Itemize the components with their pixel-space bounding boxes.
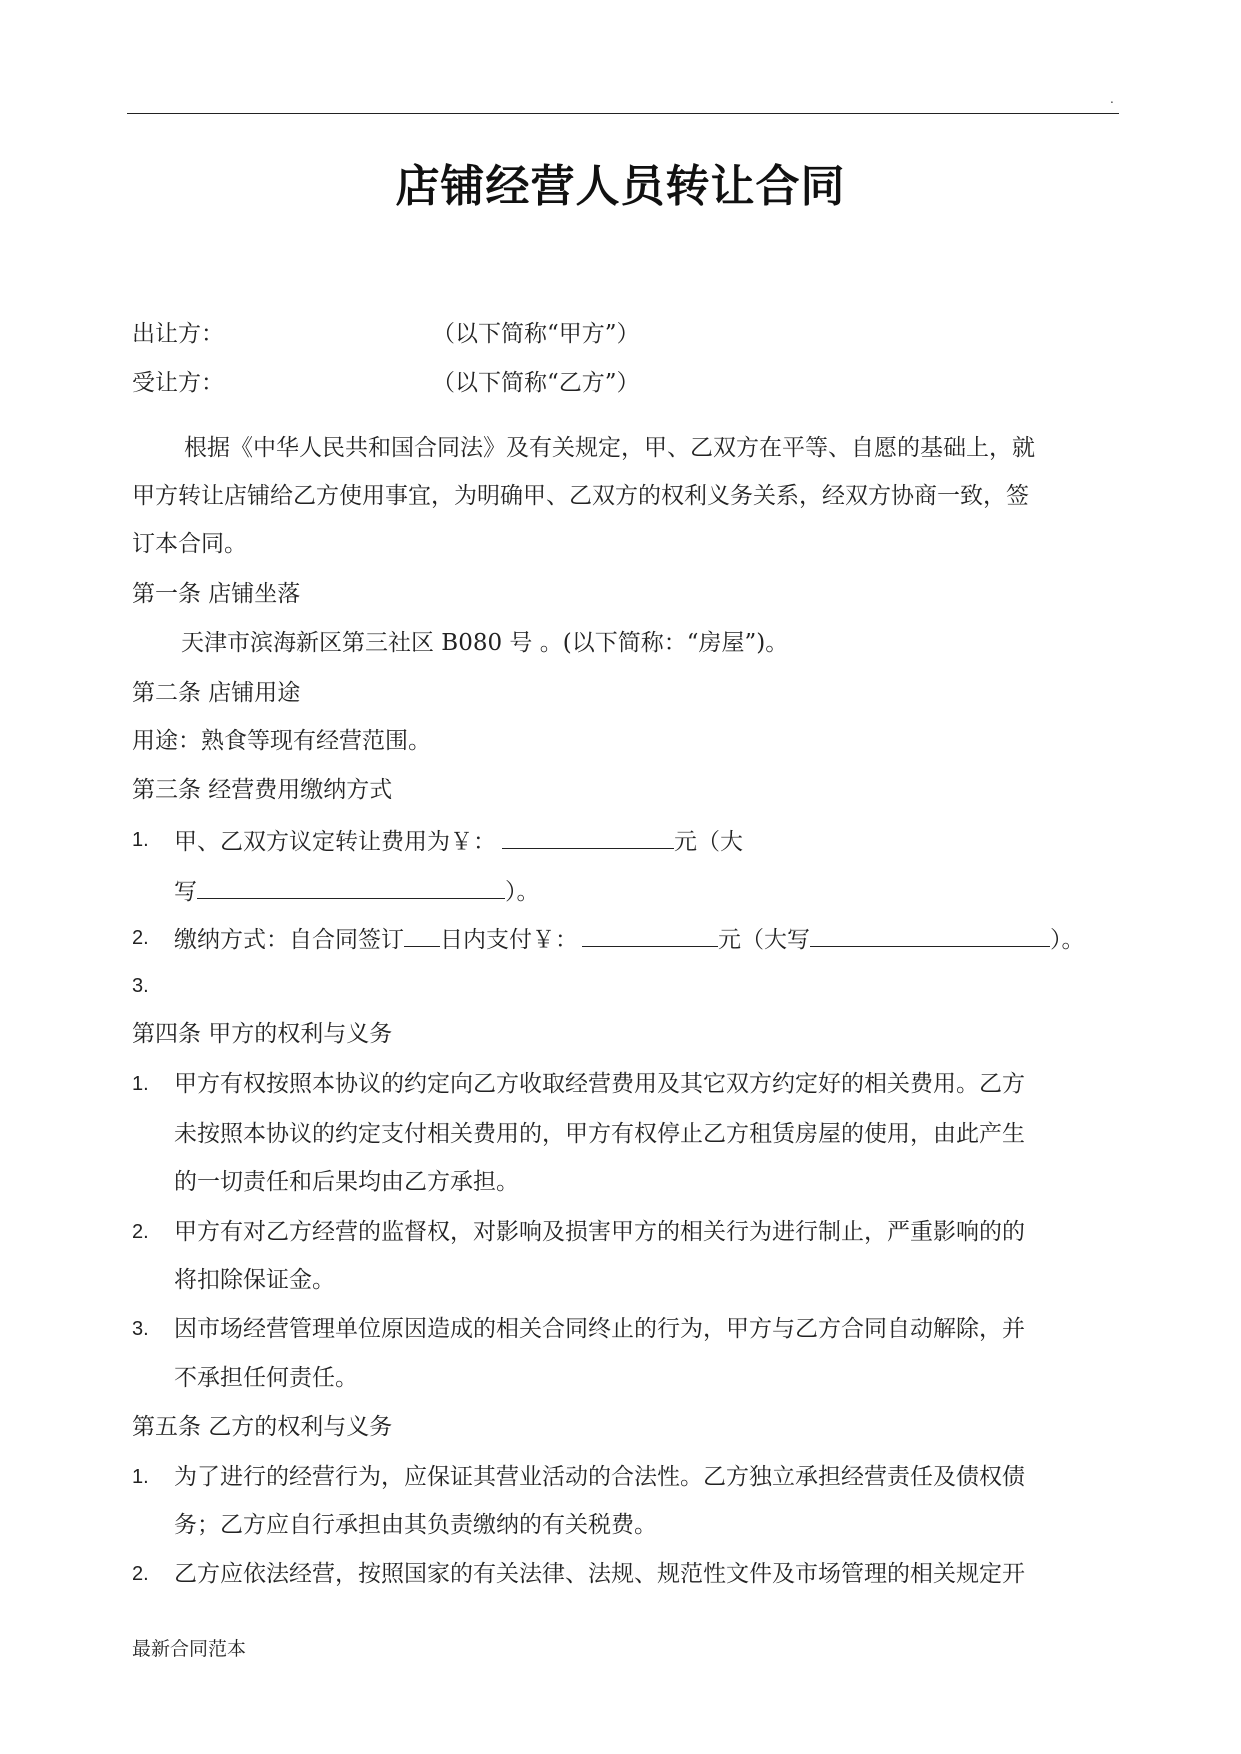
list-number: 2. (132, 1563, 149, 1585)
clause-line: 甲方有对乙方经营的监督权，对影响及损害甲方的相关行为进行制止，严重影响的的 (174, 1219, 1025, 1245)
fee-capital-blank[interactable] (197, 874, 505, 899)
preamble-line: 根据《中华人民共和国合同法》及有关规定，甲、乙双方在平等、自愿的基础上，就 (184, 435, 1035, 461)
clause-line: 为了进行的经营行为，应保证其营业活动的合法性。乙方独立承担经营责任及债权债 (174, 1464, 1025, 1490)
payment-text: 缴纳方式：自合同签订 (174, 927, 404, 953)
fee-amount-blank[interactable] (502, 824, 674, 849)
fee-close-text: ）。 (505, 879, 540, 905)
article-1-heading: 第一条 店铺坐落 (132, 581, 301, 607)
seller-label: 出让方： (132, 321, 224, 347)
payment-text-2: 日内支付￥： (440, 927, 578, 953)
clause-line: 务；乙方应自行承担由其负责缴纳的有关税费。 (174, 1512, 657, 1538)
buyer-note: （以下简称“乙方”） (432, 370, 640, 396)
article-2-heading: 第二条 店铺用途 (132, 680, 301, 706)
list-number: 2. (132, 1221, 149, 1243)
fee-line (174, 824, 743, 858)
list-number: 1. (132, 829, 149, 851)
seller-note: （以下简称“甲方”） (432, 321, 640, 347)
list-number: 1. (132, 1466, 149, 1488)
article-4-heading: 第四条 甲方的权利与义务 (132, 1021, 393, 1047)
article-2-text: 用途：熟食等现有经营范围。 (132, 728, 431, 754)
header-rule (127, 113, 1119, 114)
clause-line: 不承担任何责任。 (174, 1365, 358, 1391)
page-footer: 最新合同范本 (132, 1638, 247, 1660)
list-number: 1. (132, 1073, 149, 1095)
payment-line (174, 922, 1085, 956)
payment-capital-blank[interactable] (810, 922, 1050, 947)
buyer-label: 受让方： (132, 370, 224, 396)
payment-unit-text: 元（大写 (718, 927, 810, 953)
clause-line: 甲方有权按照本协议的约定向乙方收取经营费用及其它双方约定好的相关费用。乙方 (174, 1071, 1025, 1097)
preamble-line: 订本合同。 (132, 531, 247, 557)
fee-text: 甲、乙双方议定转让费用为￥： (174, 829, 496, 855)
list-number: 2. (132, 927, 149, 949)
clause-line: 未按照本协议的约定支付相关费用的，甲方有权停止乙方租赁房屋的使用，由此产生 (174, 1121, 1025, 1147)
document-title: 店铺经营人员转让合同 (395, 161, 846, 212)
payment-amount-blank[interactable] (582, 922, 718, 947)
article-3-heading: 第三条 经营费用缴纳方式 (132, 777, 393, 803)
fee-unit-text: 元（大 (674, 829, 743, 855)
fee-capital-label: 写 (174, 879, 197, 905)
list-number: 3. (132, 975, 149, 997)
clause-line: 乙方应依法经营，按照国家的有关法律、法规、规范性文件及市场管理的相关规定开 (174, 1561, 1025, 1587)
preamble-line: 甲方转让店铺给乙方使用事宜，为明确甲、乙双方的权利义务关系，经双方协商一致，签 (132, 483, 1029, 509)
article-5-heading: 第五条 乙方的权利与义务 (132, 1414, 393, 1440)
payment-days-blank[interactable] (404, 922, 440, 947)
article-1-text: 天津市滨海新区第三社区 B080 号 。(以下简称：“房屋”)。 (181, 630, 789, 656)
clause-line: 因市场经营管理单位原因造成的相关合同终止的行为，甲方与乙方合同自动解除，并 (174, 1316, 1025, 1342)
payment-close-text: ）。 (1050, 927, 1085, 953)
header-dot: . (1110, 92, 1114, 106)
list-number: 3. (132, 1318, 149, 1340)
fee-line-2 (174, 874, 540, 908)
clause-line: 将扣除保证金。 (174, 1267, 335, 1293)
clause-line: 的一切责任和后果均由乙方承担。 (174, 1169, 519, 1195)
